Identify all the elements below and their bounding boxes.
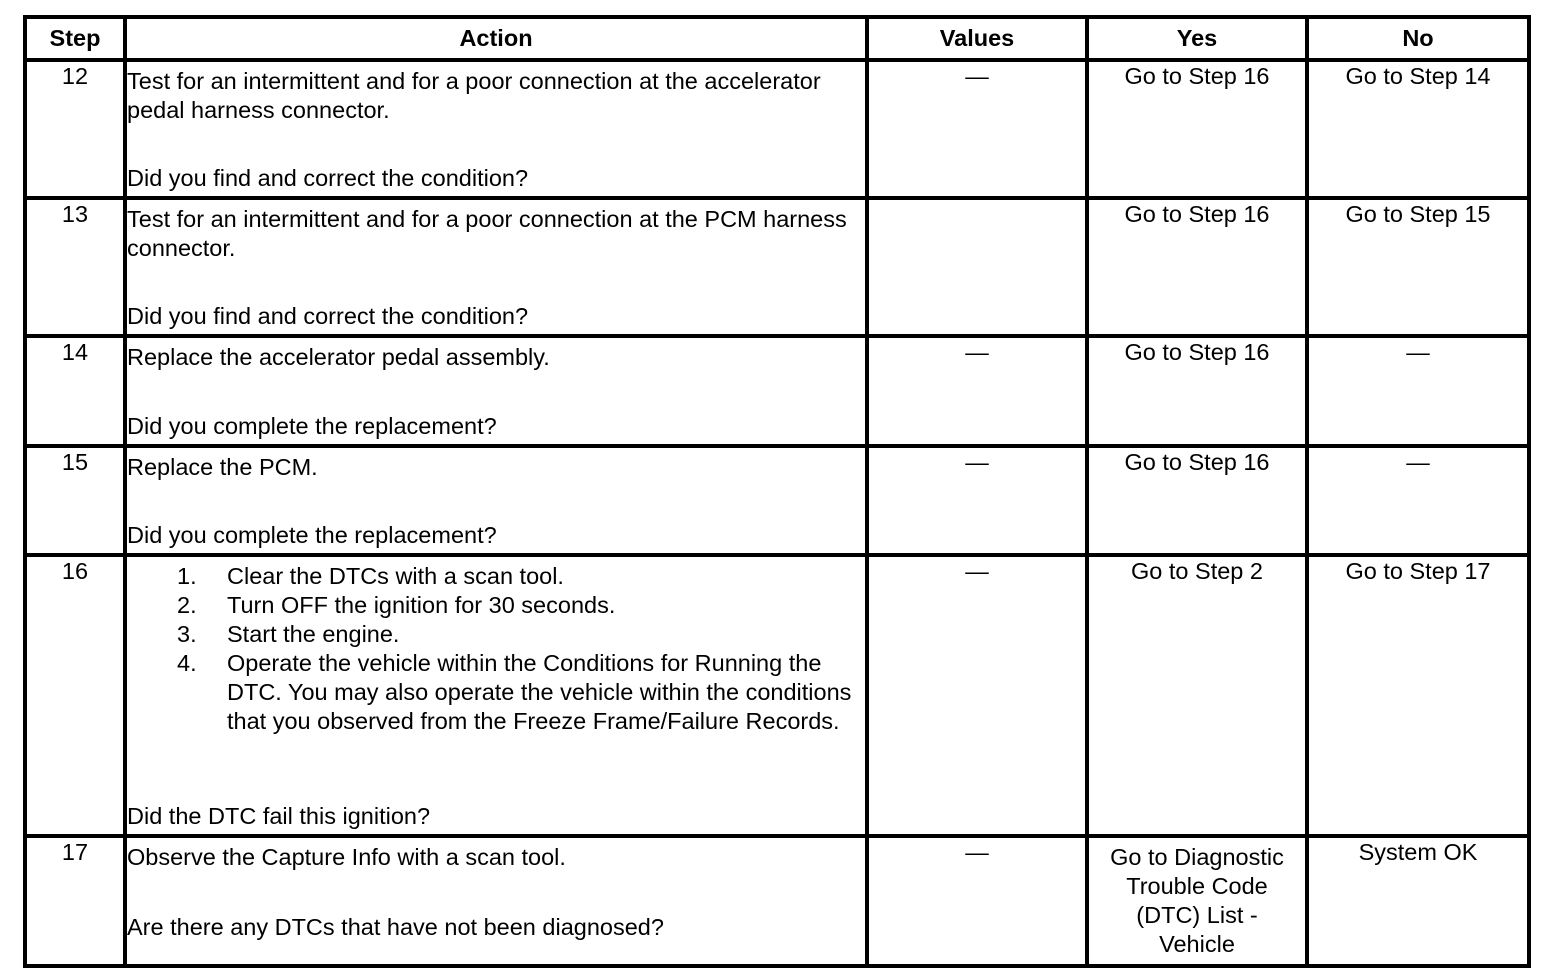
values-cell: — — [867, 446, 1087, 555]
table-row — [25, 555, 1529, 836]
list-item — [127, 591, 865, 620]
yes-cell: Go to Step 16 — [1087, 446, 1307, 555]
list-item-text: Start the engine. — [227, 621, 400, 647]
yes-cell: Go to Diagnostic Trouble Code (DTC) List - Vehicle — [1087, 836, 1307, 966]
action-cell — [125, 836, 867, 966]
header-yes: Yes — [1087, 17, 1307, 60]
yes-cell: Go to Step 16 — [1087, 336, 1307, 446]
header-step: Step — [25, 17, 125, 60]
list-item-text: Operate the vehicle within the Conditions for Running the DTC. You may also operate the vehicle within the conditions that you observed from the Freeze Frame/Failure Records. — [227, 650, 852, 734]
action-question: Did you find and correct the condition? — [127, 303, 529, 329]
action-question: Did you complete the replacement? — [127, 413, 497, 439]
action-question: Did you find and correct the condition? — [127, 165, 529, 191]
list-item — [127, 562, 865, 591]
table-row — [25, 836, 1529, 966]
action-question: Are there any DTCs that have not been diagnosed? — [127, 914, 664, 940]
step-number: 12 — [25, 60, 125, 198]
step-number: 15 — [25, 446, 125, 555]
list-item-number: 2. — [177, 592, 197, 618]
no-cell: Go to Step 17 — [1307, 555, 1529, 836]
yes-cell: Go to Step 16 — [1087, 198, 1307, 336]
action-text: Test for an intermittent and for a poor connection at the PCM harness connector. — [127, 206, 847, 261]
header-row — [25, 17, 1529, 60]
yes-cell: Go to Step 2 — [1087, 555, 1307, 836]
header-values: Values — [867, 17, 1087, 60]
action-cell — [125, 555, 867, 836]
step-number: 16 — [25, 555, 125, 836]
action-text: Observe the Capture Info with a scan tool. — [127, 844, 566, 870]
procedure-list — [127, 562, 865, 736]
table-row — [25, 60, 1529, 198]
step-number: 17 — [25, 836, 125, 966]
action-question: Did you complete the replacement? — [127, 522, 497, 548]
action-question: Did the DTC fail this ignition? — [127, 803, 431, 829]
action-cell — [125, 60, 867, 198]
table-row — [25, 336, 1529, 446]
action-cell — [125, 446, 867, 555]
action-cell — [125, 198, 867, 336]
list-item-text: Clear the DTCs with a scan tool. — [227, 563, 564, 589]
values-cell: — — [867, 60, 1087, 198]
list-item — [127, 649, 865, 736]
values-cell — [867, 198, 1087, 336]
no-cell: System OK — [1307, 836, 1529, 966]
no-cell: Go to Step 15 — [1307, 198, 1529, 336]
list-item — [127, 620, 865, 649]
yes-cell: Go to Step 16 — [1087, 60, 1307, 198]
no-cell: — — [1307, 336, 1529, 446]
step-number: 14 — [25, 336, 125, 446]
header-action: Action — [125, 17, 867, 60]
no-cell: — — [1307, 446, 1529, 555]
step-number: 13 — [25, 198, 125, 336]
values-cell: — — [867, 836, 1087, 966]
action-text: Replace the accelerator pedal assembly. — [127, 344, 550, 370]
list-item-number: 3. — [177, 621, 197, 647]
values-cell: — — [867, 555, 1087, 836]
list-item-text: Turn OFF the ignition for 30 seconds. — [227, 592, 616, 618]
list-item-number: 4. — [177, 650, 197, 676]
action-text: Replace the PCM. — [127, 454, 318, 480]
list-item-number: 1. — [177, 563, 197, 589]
values-cell: — — [867, 336, 1087, 446]
no-cell: Go to Step 14 — [1307, 60, 1529, 198]
action-text: Test for an intermittent and for a poor connection at the accelerator pedal harness connector. — [127, 68, 821, 123]
action-cell — [125, 336, 867, 446]
table-row — [25, 446, 1529, 555]
table-row — [25, 198, 1529, 336]
diagnostic-table — [23, 15, 1531, 968]
header-no: No — [1307, 17, 1529, 60]
